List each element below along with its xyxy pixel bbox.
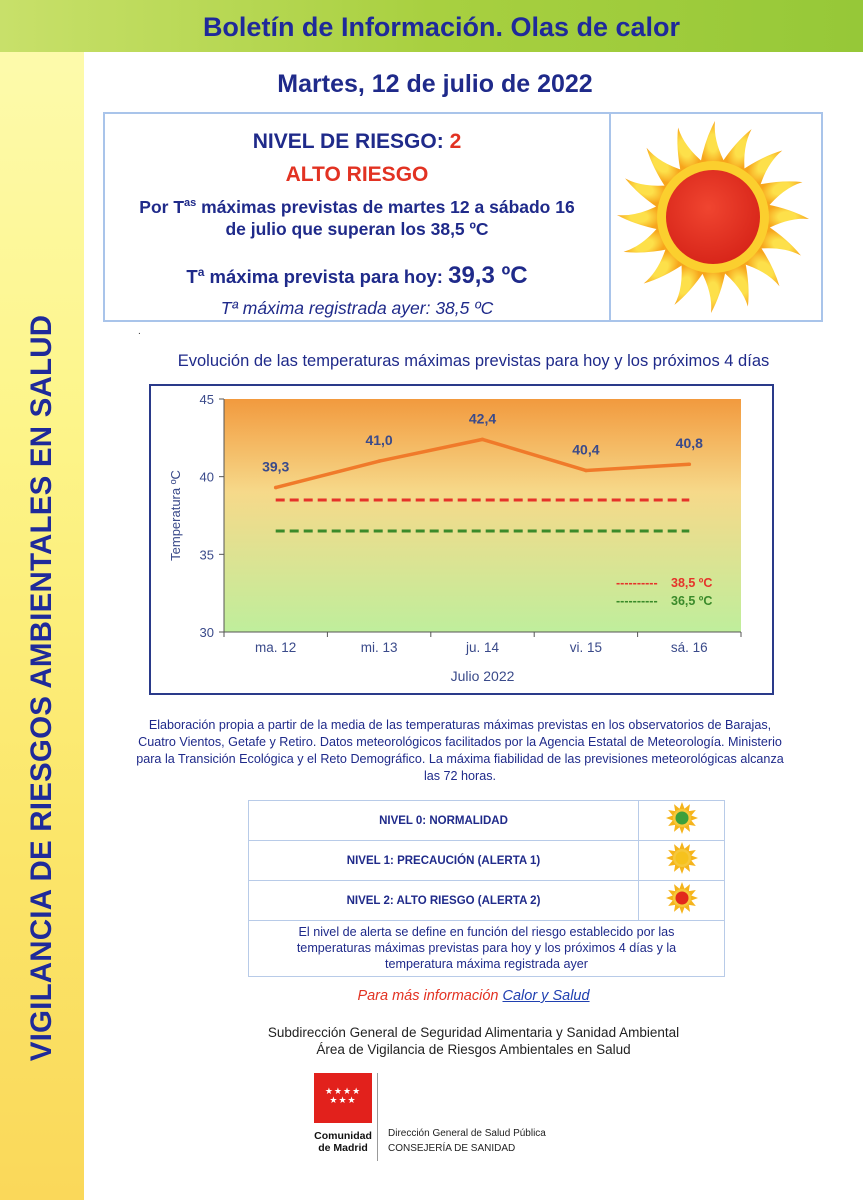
mini-sun-ray	[679, 826, 685, 834]
table-row	[249, 921, 725, 977]
sun-ray	[700, 121, 726, 165]
plot-area	[224, 399, 741, 632]
chart-caption: Evolución de las temperaturas máximas previstas para hoy y los próximos 4 días	[177, 352, 770, 370]
data-label: 40,8	[675, 435, 703, 452]
legend-line: ----------	[616, 594, 658, 608]
y-tick-label: 45	[199, 392, 214, 407]
data-label: 40,4	[572, 441, 600, 458]
data-point	[274, 486, 278, 490]
mini-sun-ray	[666, 895, 674, 901]
x-tick-label: ma. 12	[255, 640, 297, 655]
calor-y-salud-link[interactable]: Calor y Salud	[502, 988, 590, 1004]
levels-explanation: El nivel de alerta se define en función del riesgo establecido por las temperaturas máximas previstas para hoy y los próximos 4 días y la temperatura máxima registrada ayer	[249, 921, 725, 977]
x-tick-label: ju. 14	[465, 640, 500, 655]
risk-level-value: 2	[449, 130, 462, 153]
mini-sun-ray	[679, 882, 685, 890]
y-tick-label: 40	[199, 469, 214, 485]
data-label: 39,3	[262, 458, 290, 475]
mini-sun-ray	[666, 815, 674, 821]
sidebar-title: VIGILANCIA DE RIESGOS AMBIENTALES EN SALUD	[25, 314, 58, 1062]
yellow-sun-icon	[665, 841, 699, 875]
x-axis-label: Julio 2022	[450, 668, 515, 684]
mini-sun-core	[675, 812, 688, 825]
y-tick-label: 35	[199, 547, 214, 563]
y-tick-label: 30	[199, 625, 214, 640]
sun-illustration-panel	[611, 112, 823, 322]
mini-sun-core	[675, 892, 688, 905]
organization-lines	[84, 1024, 863, 1058]
mini-sun-ray	[679, 906, 685, 914]
data-source-note: Elaboración propia a partir de la media de las temperaturas máximas previstas en los observatorios de Barajas, Cuatro Vientos, Getafe y Retiro. Datos meteorológicos facilitados por la Agencia Estatal de Meteorología. Ministerio para la Transición Ecológica y el Reto Demográfico. La máxima fiabilidad de las previsiones meteorológicas alcanza las 72 horas.	[136, 718, 784, 783]
temperature-chart	[149, 384, 774, 695]
mini-sun-ray	[679, 842, 685, 850]
legend-line: ----------	[616, 576, 658, 590]
mini-sun-ray	[679, 866, 685, 874]
table-row	[249, 881, 725, 921]
chart-canvas	[151, 386, 772, 693]
more-info-prefix: Para más información	[357, 988, 503, 1004]
y-axis-label: Temperatura ºC	[168, 470, 183, 561]
mini-sun-ray	[690, 895, 698, 901]
x-tick-label: mi. 13	[360, 640, 398, 655]
level-2-icon-cell	[639, 881, 725, 921]
alert-levels-table	[248, 800, 725, 977]
comunidad-madrid-flag-logo	[314, 1073, 372, 1123]
stray-dot: .	[138, 326, 141, 337]
data-point	[377, 459, 381, 463]
green-sun-icon	[665, 801, 699, 835]
org-area: Área de Vigilancia de Riesgos Ambientales en Salud	[316, 1042, 631, 1057]
risk-panel	[103, 112, 611, 322]
data-label: 41,0	[365, 432, 393, 449]
risk-level	[105, 130, 609, 154]
legend-label: 36,5 ºC	[671, 594, 713, 608]
logo-divider	[377, 1073, 378, 1161]
data-label: 42,4	[468, 410, 497, 427]
mini-sun-ray	[666, 855, 674, 861]
today-max-temperature: $T^a$ máxima prevista para hoy: 39,3 ºC	[186, 262, 528, 289]
level-1-label: NIVEL 1: PRECAUCIÓN (ALERTA 1)	[249, 841, 639, 881]
directorate-text	[388, 1126, 546, 1156]
level-2-label: NIVEL 2: ALTO RIESGO (ALERTA 2)	[249, 881, 639, 921]
org-subdirection: Subdirección General de Seguridad Alimentaria y Sanidad Ambiental	[267, 1025, 680, 1040]
logo-name: Comunidad de Madrid	[314, 1130, 372, 1154]
logo-stars-icon: ★★★★ ★★★	[324, 1086, 362, 1105]
x-tick-label: sá. 16	[670, 640, 708, 655]
bulletin-date: Martes, 12 de julio de 2022	[277, 70, 593, 98]
sun-ray	[765, 204, 809, 230]
sidebar-band	[0, 0, 84, 1200]
red-sun-icon	[665, 881, 699, 915]
risk-level-label: NIVEL DE RIESGO:	[252, 130, 444, 153]
mini-sun-ray	[690, 855, 698, 861]
x-tick-label: vi. 15	[569, 640, 603, 655]
table-row	[249, 841, 725, 881]
mini-sun-ray	[679, 802, 685, 810]
level-1-icon-cell	[639, 841, 725, 881]
table-row	[249, 801, 725, 841]
data-point	[584, 469, 588, 473]
today-max-value: 39,3 ºC	[448, 262, 528, 289]
directorate-name: Dirección General de Salud Pública	[388, 1128, 546, 1139]
legend-label: 38,5 ºC	[671, 576, 713, 590]
yesterday-max-temperature: Tª máxima registrada ayer: 38,5 ºC	[220, 298, 494, 318]
data-point	[688, 462, 692, 466]
more-info	[84, 988, 863, 1004]
header-bar	[0, 0, 863, 52]
page-title: Boletín de Información. Olas de calor	[202, 12, 681, 42]
sun-icon	[611, 114, 821, 320]
ministry-name: CONSEJERÍA DE SANIDAD	[388, 1143, 516, 1154]
sun-ray	[617, 204, 661, 230]
mini-sun-core	[675, 852, 688, 865]
level-0-label: NIVEL 0: NORMALIDAD	[249, 801, 639, 841]
risk-reason: Por $T^{as}$ máximas previstas de martes 12 a sábado 16 de julio que superan los 38,5 ºC	[139, 196, 575, 239]
risk-level-name: ALTO RIESGO	[285, 163, 429, 186]
level-0-icon-cell	[639, 801, 725, 841]
sun-ray	[700, 269, 726, 313]
data-point	[481, 438, 485, 442]
mini-sun-ray	[690, 815, 698, 821]
